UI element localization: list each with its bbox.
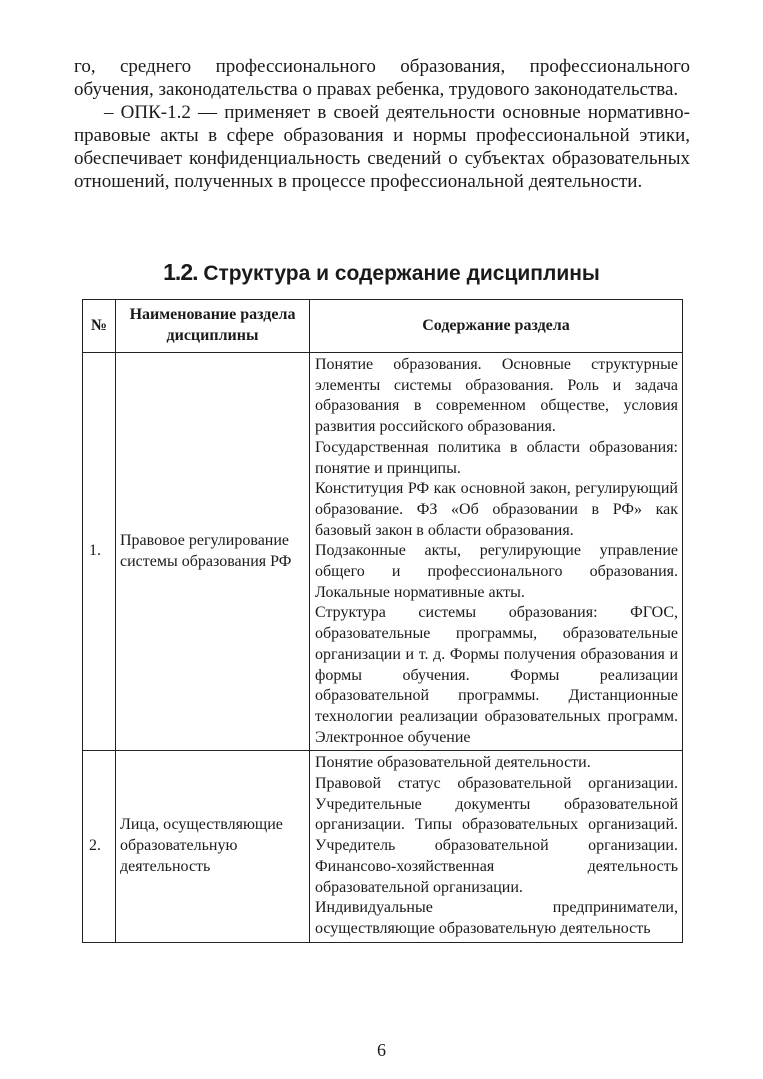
row-1-content [310, 353, 683, 751]
discipline-structure-table [82, 299, 683, 943]
section-title-text: Структура и содержание дисциплины [203, 262, 600, 285]
page-number: 6 [377, 1040, 386, 1060]
row-2-name: Лица, осуществляющие образовательную деятельность [116, 751, 310, 942]
table-row [83, 751, 683, 942]
section-title [0, 259, 763, 286]
row-1-content-p1: Понятие образования. Основные структурные элементы системы образования. Роль и задача образования в современном обществе, условия развития российского образования. [315, 356, 678, 436]
row-2-content-p3: Индивидуальные предприниматели, осуществляющие образовательную деятельность [315, 899, 678, 937]
row-2-content-p2: Правовой статус образовательной организации. Учредительные документы образовательной организации. Типы образовательных организаций. Учредитель образовательной организации. Финансово-хозяйственная деятельность образовательной организации. [315, 775, 678, 896]
row-1-content-p3: Конституция РФ как основной закон, регулирующий образование. ФЗ «Об образовании в РФ» как базовый закон в области образования. [315, 480, 678, 539]
row-1-content-p4: Подзаконные акты, регулирующие управление общего и профессионального образования. Локальные нормативные акты. [315, 542, 678, 601]
row-1-name: Правовое регулирование системы образования РФ [116, 353, 310, 751]
table-row [83, 353, 683, 751]
header-num: № [83, 300, 116, 353]
table-header-row [83, 300, 683, 353]
paragraph-2: – ОПК-1.2 — применяет в своей деятельности основные нормативно-правовые акты в сфере образования и нормы профессиональной этики, обеспечивает конфиденциальность сведений о субъектах образовательных отношений, полученных в процессе профессиональной деятельности. [74, 102, 690, 192]
section-number: 1.2. [163, 259, 198, 285]
row-1-content-p2: Государственная политика в области образования: понятие и принципы. [315, 438, 678, 477]
row-2-content-p1: Понятие образовательной деятельности. [315, 754, 591, 772]
row-2-content [310, 751, 683, 942]
header-content: Содержание раздела [310, 300, 683, 353]
paragraph-1: го, среднего профессионального образования, профессионального обучения, законодательства о правах ребенка, трудового законодательства. [74, 56, 690, 100]
header-name: Наименование раздела дисциплины [116, 300, 310, 353]
row-2-num: 2. [83, 751, 116, 942]
row-1-num: 1. [83, 353, 116, 751]
body-text [74, 55, 690, 193]
row-1-content-p5: Структура системы образования: ФГОС, образовательные программы, образовательные организации и т. д. Формы получения образования и формы обучения. Формы реализации образовательной программы. Дистанционные технологии реализации образовательных программ. Электронное обучение [315, 604, 678, 746]
